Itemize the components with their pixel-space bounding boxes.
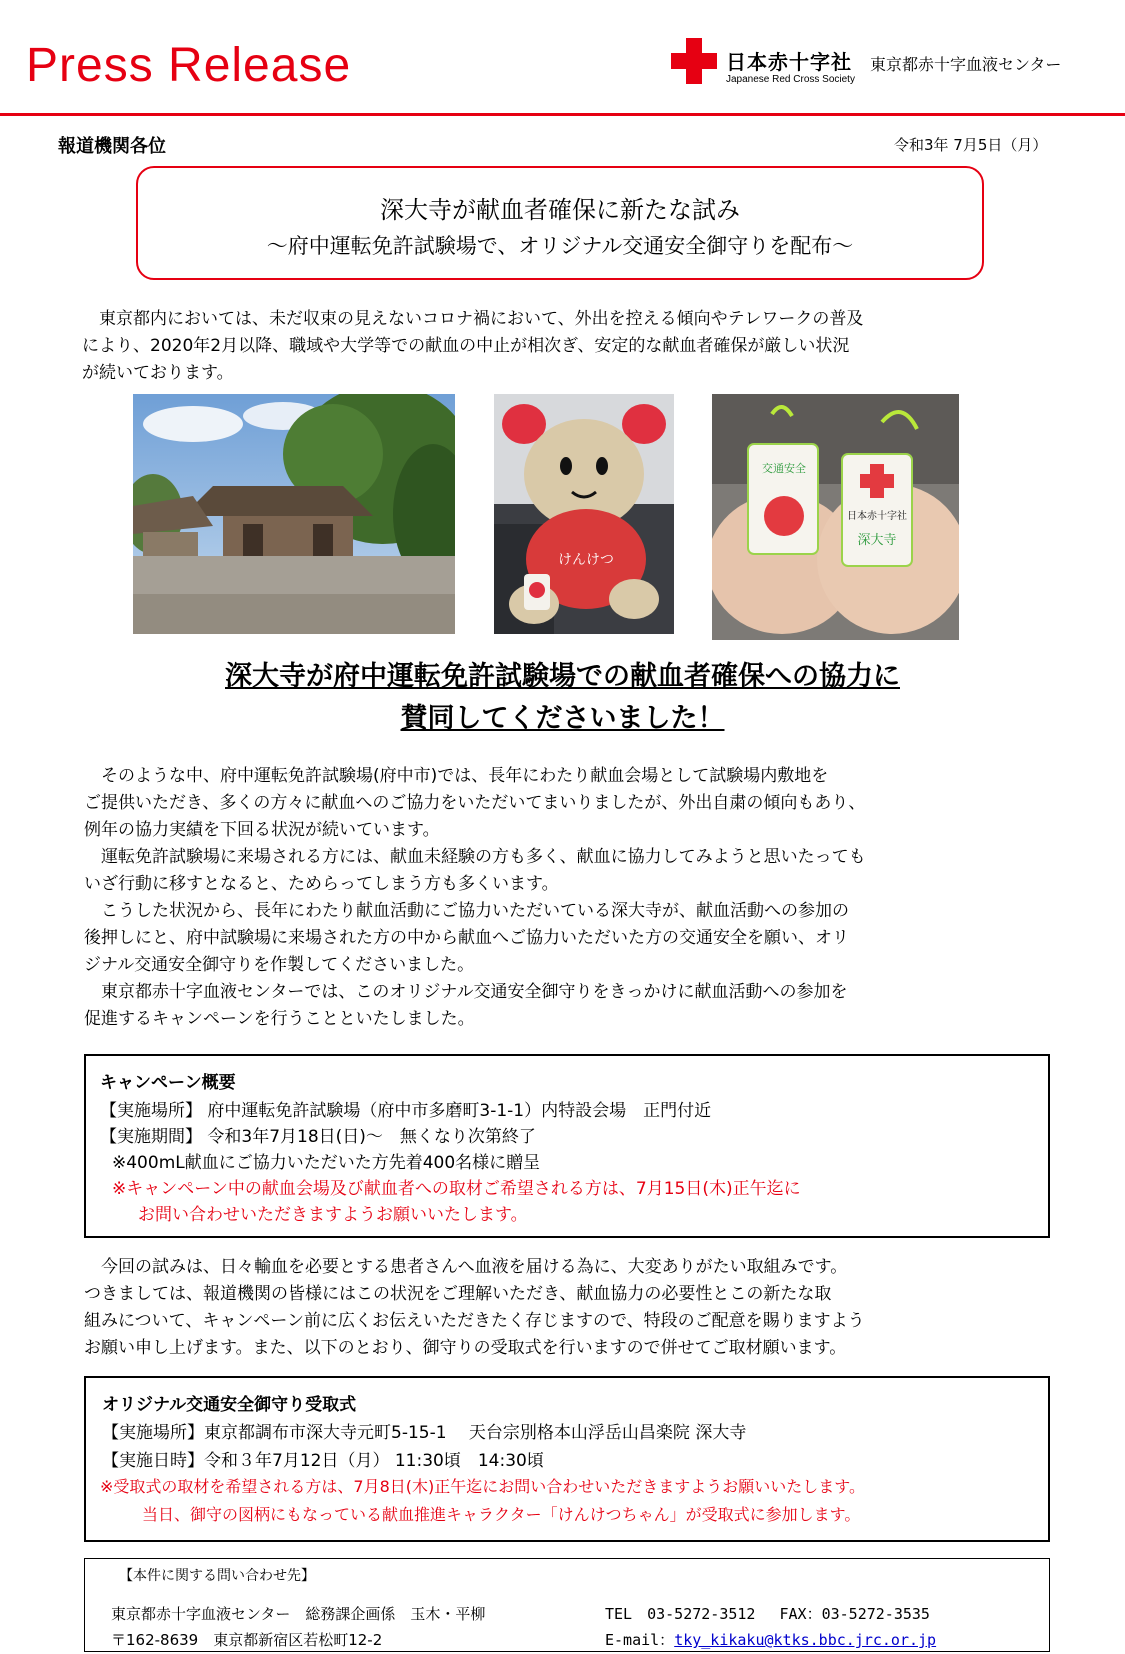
- body-line: 促進するキャンペーンを行うことといたしました。: [84, 1009, 475, 1029]
- intro-line: 東京都内においては、未だ収束の見えないコロナ禍において、外出を控える傾向やテレワークの普及: [82, 309, 864, 329]
- headline: [0, 656, 1125, 740]
- contact-box: [84, 1558, 1050, 1652]
- contact-address: 〒162-8639 東京都新宿区若松町12-2: [111, 1631, 383, 1649]
- org-name-jp: 日本赤十字社: [726, 50, 852, 74]
- email-link[interactable]: tky_kikaku@ktks.bbc.jrc.or.jp: [674, 1631, 937, 1649]
- omamori-right-text-1: 日本赤十字社: [847, 511, 907, 522]
- body-line: 例年の協力実績を下回る状況が続いています。: [84, 820, 440, 840]
- omamori-right-text-2: 深大寺: [857, 533, 897, 548]
- body-line: いざ行動に移すとなると、ためらってしまう方も多くいます。: [84, 874, 559, 894]
- body-line: 東京都赤十字血液センターでは、このオリジナル交通安全御守りをきっかけに献血活動への参加を: [84, 982, 848, 1002]
- campaign-red-note-2: お問い合わせいただきますようお願いいたします。: [138, 1205, 528, 1225]
- header-divider: [0, 113, 1125, 116]
- title-main: 深大寺が献血者確保に新たな試み: [380, 196, 740, 224]
- red-cross-icon: [671, 38, 717, 84]
- body-line: ご提供いただき、多くの方々に献血へのご協力をいただいてまいりましたが、外出自粛の傾向もあり、: [84, 793, 866, 813]
- org-name-en: Japanese Red Cross Society: [726, 74, 855, 85]
- title-sub: ～府中運転免許試験場で、オリジナル交通安全御守りを配布～: [266, 234, 854, 258]
- campaign-red-note-1: ※キャンペーン中の献血会場及び献血者への取材ご希望される方は、7月15日(木)正午迄に: [112, 1179, 801, 1199]
- intro-line: により、2020年2月以降、職域や大学等での献血の中止が相次ぎ、安定的な献血者確保が厳しい状況: [82, 336, 850, 356]
- closing-line: つきましては、報道機関の皆様にはこの状況をご理解いただき、献血協力の必要性とこの新たな取: [84, 1284, 832, 1304]
- ceremony-red-note-1: ※受取式の取材を希望される方は、7月8日(木)正午迄にお問い合わせいただきますようお願いいたします。: [100, 1477, 865, 1496]
- center-name: 東京都赤十字血液センター: [870, 55, 1062, 74]
- contact-heading: 【本件に関する問い合わせ先】: [119, 1568, 315, 1584]
- release-date: 令和3年 7月5日（月）: [894, 136, 1048, 154]
- closing-paragraph: [84, 1254, 865, 1362]
- headline-line-1: 深大寺が府中運転免許試験場での献血者確保への協力に: [225, 661, 900, 692]
- body-line: そのような中、府中運転免許試験場(府中市)では、長年にわたり献血会場として試験場内敷地を: [84, 766, 829, 786]
- temple-photo: [133, 394, 455, 634]
- email-label: E-mail：: [605, 1631, 675, 1649]
- contact-email-row: [605, 1629, 936, 1650]
- closing-line: お願い申し上げます。また、以下のとおり、御守りの受取式を行いますので併せてご取材願います。: [84, 1338, 847, 1358]
- title-box: [136, 166, 984, 280]
- omamori-photo: [712, 394, 959, 640]
- campaign-period: 【実施期間】 令和3年7月18日(日)～ 無くなり次第終了: [100, 1127, 536, 1147]
- ceremony-red-note-2: 当日、御守の図柄にもなっている献血推進キャラクター「けんけつちゃん」が受取式に参加します。: [142, 1505, 861, 1524]
- ceremony-box: [84, 1376, 1050, 1542]
- contact-dept: 東京都赤十字血液センター 総務課企画係 玉木・平柳: [111, 1605, 486, 1623]
- intro-line: が続いております。: [82, 363, 234, 383]
- campaign-heading: キャンペーン概要: [100, 1073, 236, 1093]
- ceremony-heading: オリジナル交通安全御守り受取式: [102, 1395, 357, 1415]
- body-paragraph: [84, 763, 866, 1033]
- mascot-shirt-text: けんけつ: [558, 552, 614, 568]
- omamori-left-text: 交通安全: [762, 462, 806, 475]
- press-release-title: Press Release: [26, 39, 352, 92]
- headline-line-2: 賛同してくださいました！: [400, 703, 725, 734]
- ceremony-datetime: 【実施日時】令和３年7月12日（月） 11:30頃 14:30頃: [102, 1451, 544, 1471]
- mascot-photo: [494, 394, 674, 634]
- ceremony-location: 【実施場所】東京都調布市深大寺元町5-15-1 天台宗別格本山浮岳山昌楽院 深大寺: [102, 1423, 747, 1443]
- campaign-box: [84, 1054, 1050, 1238]
- body-line: こうした状況から、長年にわたり献血活動にご協力いただいている深大寺が、献血活動への参加の: [84, 901, 849, 921]
- closing-line: 今回の試みは、日々輸血を必要とする患者さんへ血液を届ける為に、大変ありがたい取組みです。: [84, 1257, 848, 1277]
- body-line: ジナル交通安全御守りを作製してくださいました。: [84, 955, 475, 975]
- body-line: 運転免許試験場に来場される方には、献血未経験の方も多く、献血に協力してみようと思いたっても: [84, 847, 866, 867]
- campaign-location: 【実施場所】 府中運転免許試験場（府中市多磨町3-1-1）内特設会場 正門付近: [100, 1101, 712, 1121]
- campaign-note: ※400mL献血にご協力いただいた方先着400名様に贈呈: [112, 1153, 541, 1173]
- closing-line: 組みについて、キャンペーン前に広くお伝えいただきたく存じますので、特段のご配意を賜りますよう: [84, 1311, 865, 1331]
- intro-paragraph: [82, 306, 863, 387]
- contact-tel-fax: TEL 03-5272-3512 FAX：03-5272-3535: [605, 1605, 930, 1623]
- recipients: 報道機関各位: [58, 136, 166, 157]
- body-line: 後押しにと、府中試験場に来場された方の中から献血へご協力いただいた方の交通安全を願い、オリ: [84, 928, 849, 948]
